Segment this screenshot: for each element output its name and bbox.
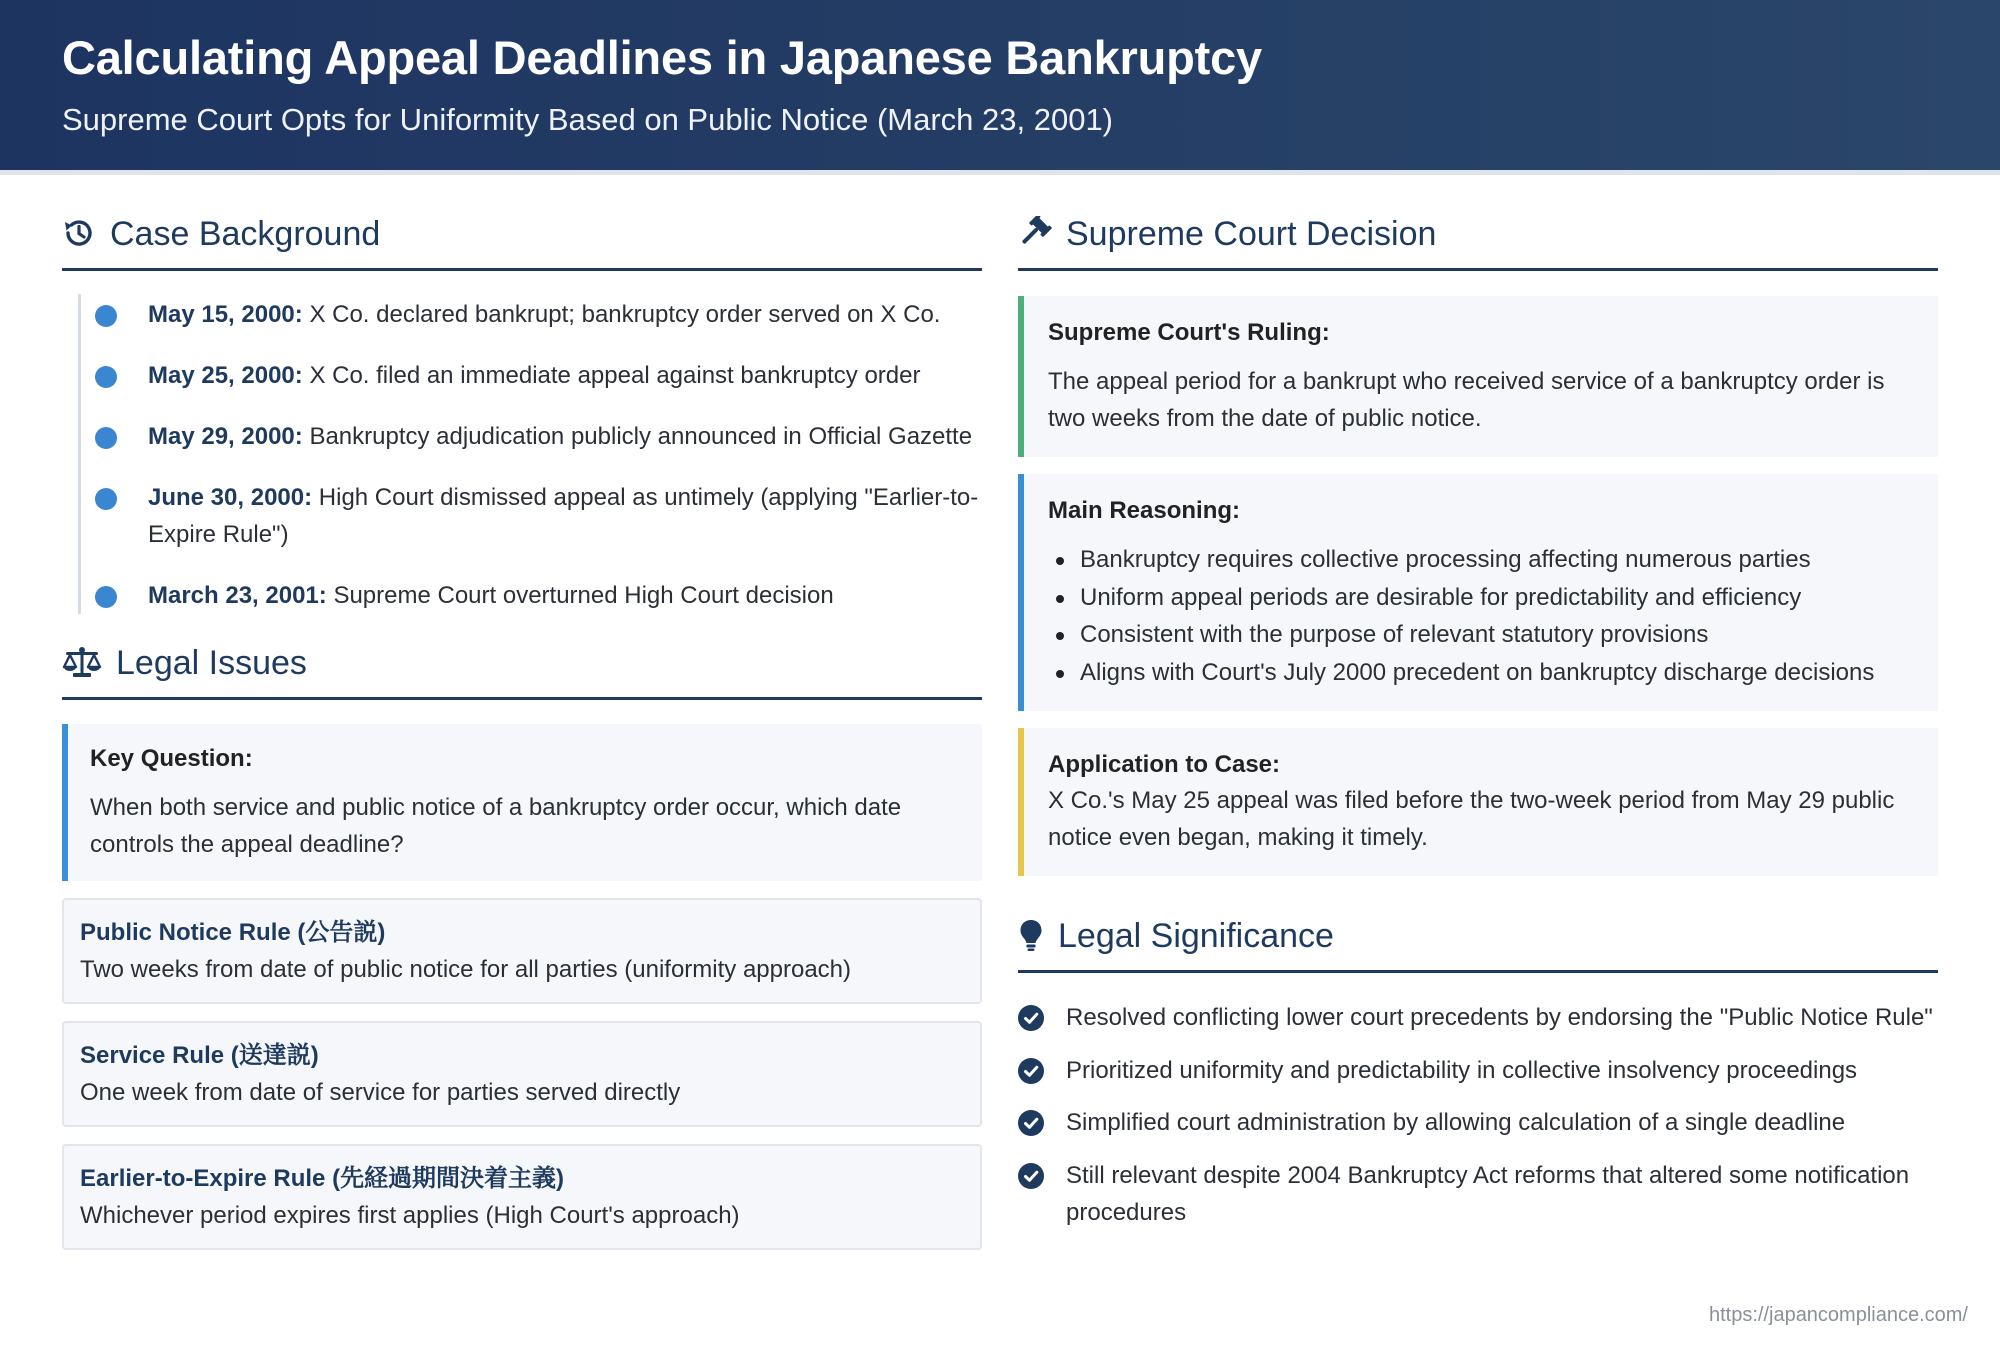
timeline-item xyxy=(62,296,982,333)
significance-text: Resolved conflicting lower court precedents by endorsing the "Public Notice Rule" xyxy=(1066,1004,1933,1031)
rule-text: Two weeks from date of public notice for all parties (uniformity approach) xyxy=(80,956,852,983)
rule-title: Service Rule (送達説) xyxy=(80,1042,319,1069)
timeline-date: March 23, 2001: xyxy=(148,582,327,609)
list-item: Consistent with the purpose of relevant statutory provisions xyxy=(1048,616,1916,654)
right-column xyxy=(1018,175,1938,1247)
ruling-label: Supreme Court's Ruling: xyxy=(1048,319,1330,346)
timeline-item xyxy=(62,479,982,553)
check-circle-icon xyxy=(1018,1005,1044,1031)
section-title: Legal Issues xyxy=(116,644,307,682)
check-circle-icon xyxy=(1018,1110,1044,1136)
timeline-dot xyxy=(95,305,117,327)
application-text: X Co.'s May 25 appeal was filed before the two-week period from May 29 public notice even began, making it timely. xyxy=(1048,787,1895,851)
balance-scale-icon xyxy=(62,645,102,679)
history-icon xyxy=(62,216,96,250)
list-item xyxy=(1018,999,1938,1037)
list-item: Uniform appeal periods are desirable for predictability and efficiency xyxy=(1048,579,1916,617)
timeline-text: High Court dismissed appeal as untimely (applying "Earlier-to-Expire Rule") xyxy=(148,484,979,548)
timeline-text: Bankruptcy adjudication publicly announced in Official Gazette xyxy=(302,423,973,450)
list-item xyxy=(1018,1052,1938,1090)
reasoning-list xyxy=(1048,541,1916,691)
rule-title: Earlier-to-Expire Rule (先経過期間決着主義) xyxy=(80,1165,565,1192)
gavel-icon xyxy=(1018,216,1052,250)
section-header-case-background xyxy=(62,175,982,271)
section-title: Case Background xyxy=(110,215,381,253)
significance-text: Still relevant despite 2004 Bankruptcy Act reforms that altered some notification procedures xyxy=(1066,1161,1910,1226)
page-subtitle: Supreme Court Opts for Uniformity Based on Public Notice (March 23, 2001) xyxy=(62,102,1114,137)
application-box xyxy=(1018,728,1938,876)
timeline-text: X Co. declared bankrupt; bankruptcy order served on X Co. xyxy=(302,301,941,328)
significance-list xyxy=(1018,999,1938,1232)
timeline-dot xyxy=(95,366,117,388)
rule-card-public-notice xyxy=(62,898,982,1004)
application-label: Application to Case: xyxy=(1048,751,1281,778)
check-circle-icon xyxy=(1018,1058,1044,1084)
rule-title: Public Notice Rule (公告説) xyxy=(80,919,386,946)
key-question-label: Key Question: xyxy=(90,745,253,772)
key-question-box xyxy=(62,724,982,881)
timeline-date: May 15, 2000: xyxy=(148,301,303,328)
list-item: Bankruptcy requires collective processing affecting numerous parties xyxy=(1048,541,1916,579)
rule-text: One week from date of service for parties served directly xyxy=(80,1079,681,1106)
left-column xyxy=(62,175,982,1250)
timeline-item xyxy=(62,357,982,394)
timeline xyxy=(62,296,982,614)
timeline-date: May 25, 2000: xyxy=(148,362,303,389)
rule-text: Whichever period expires first applies (High Court's approach) xyxy=(80,1202,740,1229)
check-circle-icon xyxy=(1018,1163,1044,1189)
ruling-box xyxy=(1018,296,1938,457)
reasoning-label: Main Reasoning: xyxy=(1048,497,1241,524)
timeline-dot xyxy=(95,586,117,608)
timeline-text: Supreme Court overturned High Court decision xyxy=(326,582,834,609)
timeline-text: X Co. filed an immediate appeal against bankruptcy order xyxy=(302,362,921,389)
rule-card-service xyxy=(62,1021,982,1127)
list-item xyxy=(1018,1104,1938,1142)
timeline-date: June 30, 2000: xyxy=(148,484,313,511)
source-url: https://japancompliance.com/ xyxy=(1708,1304,1968,1326)
page-title: Calculating Appeal Deadlines in Japanese Bankruptcy xyxy=(62,31,1262,84)
list-item: Aligns with Court's July 2000 precedent on bankruptcy discharge decisions xyxy=(1048,654,1916,692)
timeline-dot xyxy=(95,427,117,449)
rule-card-earlier-to-expire xyxy=(62,1144,982,1250)
timeline-item xyxy=(62,577,982,614)
key-question-text: When both service and public notice of a bankruptcy order occur, which date controls the appeal deadline? xyxy=(90,794,902,858)
timeline-item xyxy=(62,418,982,455)
list-item xyxy=(1018,1157,1938,1232)
reasoning-box xyxy=(1018,474,1938,711)
section-header-legal-issues xyxy=(62,634,982,700)
section-header-legal-significance xyxy=(1018,876,1938,973)
significance-text: Prioritized uniformity and predictability in collective insolvency proceedings xyxy=(1066,1056,1858,1084)
page-header xyxy=(0,0,2000,175)
significance-text: Simplified court administration by allowing calculation of a single deadline xyxy=(1066,1109,1846,1136)
section-header-supreme-court-decision xyxy=(1018,175,1938,271)
timeline-date: May 29, 2000: xyxy=(148,423,303,450)
section-title: Supreme Court Decision xyxy=(1066,215,1437,253)
lightbulb-icon xyxy=(1018,918,1044,952)
section-title: Legal Significance xyxy=(1058,917,1334,955)
timeline-dot xyxy=(95,488,117,510)
ruling-text: The appeal period for a bankrupt who received service of a bankruptcy order is two weeks from the date of public notice. xyxy=(1048,368,1885,432)
